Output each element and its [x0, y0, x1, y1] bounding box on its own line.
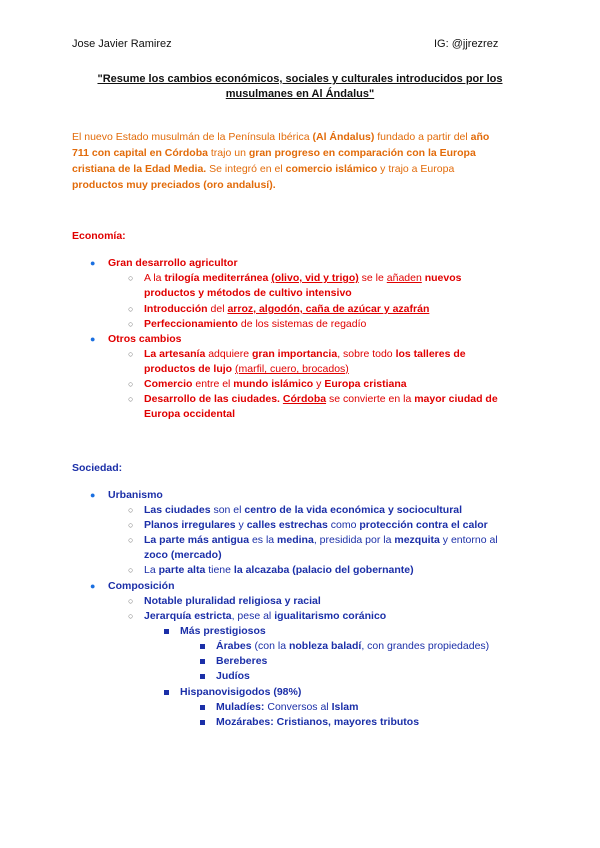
list-item — [144, 302, 429, 317]
item-text: La artesanía — [144, 348, 206, 360]
list-item-cont: productos y métodos de cultivo intensivo — [144, 287, 352, 299]
item-text: Planos irregulares — [144, 519, 236, 531]
item-text: centro de la vida económica y sociocultural — [244, 504, 463, 516]
item-text: del — [207, 303, 228, 315]
bullet-circle-icon: ○ — [128, 349, 134, 359]
item-text: mundo islámico — [233, 378, 314, 390]
item-text: nuevos — [421, 272, 462, 284]
item-text: Conversos al — [264, 701, 332, 713]
item-text: tiene — [205, 564, 234, 576]
item-text: y — [313, 378, 325, 390]
bullet-square-icon — [200, 705, 205, 710]
item-text: Introducción — [144, 303, 208, 315]
item-text: medina — [277, 534, 314, 546]
item-text: Europa cristiana — [324, 378, 407, 390]
item-text: entre el — [192, 378, 234, 390]
bullet-circle-icon: ○ — [128, 394, 134, 404]
intro-paragraph — [72, 129, 530, 193]
list-item — [144, 518, 488, 533]
bullet-circle-icon: ○ — [128, 505, 134, 515]
list-item-mas-prestigiosos: Más prestigiosos — [180, 625, 266, 637]
list-item-cont — [144, 362, 349, 377]
title-line-1: "Resume los cambios económicos, sociales y culturales introducidos por los — [97, 73, 503, 85]
list-item — [144, 503, 462, 518]
intro-text: Se integró en el — [206, 163, 286, 175]
item-text: Perfeccionamiento — [144, 318, 238, 330]
bullet-square-icon — [164, 690, 169, 695]
item-text: productos de lujo — [144, 363, 233, 375]
list-item-urbanismo: Urbanismo — [108, 489, 163, 501]
item-text: Islam — [331, 701, 359, 713]
item-text: mayor ciudad de — [414, 393, 498, 405]
list-item-agri: Gran desarrollo agricultor — [108, 257, 238, 269]
list-item-cont: zoco (mercado) — [144, 549, 222, 561]
intro-text: 711 con capital en Córdoba — [72, 147, 208, 159]
page-title — [80, 72, 520, 102]
item-text: como — [327, 519, 360, 531]
item-text: es la — [249, 534, 278, 546]
item-text: nobleza baladí — [288, 640, 362, 652]
item-text: , pese al — [231, 610, 275, 622]
list-item — [144, 609, 386, 624]
bullet-circle-icon: ○ — [128, 535, 134, 545]
intro-text: El nuevo Estado musulmán de la Península Ibérica — [72, 131, 313, 143]
bullet-dot-icon: ● — [90, 490, 96, 500]
section-heading-sociedad: Sociedad: — [72, 462, 123, 474]
intro-text: (Al Ándalus) — [312, 131, 375, 143]
bullet-square-icon — [200, 720, 205, 725]
item-text: calles estrechas — [246, 519, 328, 531]
intro-text: y trajo a Europa — [377, 163, 455, 175]
item-text: añaden — [386, 272, 422, 284]
item-text: y — [235, 519, 247, 531]
section-heading-economia: Economía: — [72, 230, 126, 242]
list-item — [144, 317, 366, 332]
title-line-2: musulmanes en Al Ándalus" — [225, 88, 375, 100]
item-text: se le — [358, 272, 387, 284]
item-text: y entorno al — [439, 534, 498, 546]
list-item — [144, 271, 462, 286]
list-item — [144, 563, 414, 578]
item-text: se convierte en la — [326, 393, 415, 405]
bullet-square-icon — [200, 659, 205, 664]
intro-text: cristiana de la Edad Media. — [72, 163, 207, 175]
bullet-dot-icon: ● — [90, 334, 96, 344]
intro-text: productos muy preciados (oro andalusí). — [72, 179, 276, 191]
intro-text: trajo un — [207, 147, 249, 159]
bullet-square-icon — [164, 629, 169, 634]
item-text: Córdoba — [282, 393, 327, 405]
intro-text: comercio islámico — [285, 163, 378, 175]
intro-text: fundado a partir del — [374, 131, 471, 143]
item-text: la alcazaba (palacio del gobernante) — [233, 564, 414, 576]
list-item-composicion: Composición — [108, 580, 175, 592]
item-text: , con grandes propiedades) — [361, 640, 490, 652]
list-item: Notable pluralidad religiosa y racial — [144, 595, 321, 607]
bullet-dot-icon: ● — [90, 258, 96, 268]
item-text: igualitarismo coránico — [274, 610, 387, 622]
list-item: Judíos — [216, 670, 250, 682]
bullet-square-icon — [200, 674, 205, 679]
item-text: parte alta — [158, 564, 206, 576]
item-text: Desarrollo de las ciudades. — [144, 393, 280, 405]
bullet-circle-icon: ○ — [128, 520, 134, 530]
item-text: (con la — [251, 640, 289, 652]
bullet-circle-icon: ○ — [128, 304, 134, 314]
item-text: A la — [144, 272, 165, 284]
item-text: adquiere — [205, 348, 252, 360]
list-item — [216, 700, 358, 715]
bullet-square-icon — [200, 644, 205, 649]
list-item — [216, 639, 489, 654]
bullet-circle-icon: ○ — [128, 611, 134, 621]
list-item-otros: Otros cambios — [108, 333, 182, 345]
header-author: Jose Javier Ramirez — [72, 38, 172, 50]
item-text: arroz, algodón, caña de azúcar y azafrán — [227, 303, 430, 315]
bullet-circle-icon: ○ — [128, 596, 134, 606]
list-item-cont: Europa occidental — [144, 408, 236, 420]
list-item — [144, 533, 498, 548]
item-text: Muladíes: — [216, 701, 265, 713]
bullet-circle-icon: ○ — [128, 273, 134, 283]
list-item — [144, 347, 466, 362]
item-text: gran importancia — [252, 348, 338, 360]
item-text: La parte más antigua — [144, 534, 250, 546]
item-text: (marfil, cuero, brocados) — [235, 363, 349, 375]
intro-text: gran progreso en comparación con la Europa — [248, 147, 476, 159]
item-text: los talleres de — [395, 348, 466, 360]
item-text: trilogía mediterránea — [164, 272, 269, 284]
item-text: de los sistemas de regadío — [237, 318, 367, 330]
list-item — [144, 392, 498, 407]
item-text: , presidida por la — [313, 534, 395, 546]
bullet-circle-icon: ○ — [128, 379, 134, 389]
bullet-dot-icon: ● — [90, 581, 96, 591]
list-item — [144, 377, 407, 392]
item-text: protección contra el calor — [359, 519, 488, 531]
intro-text: año — [470, 131, 490, 143]
list-item: Mozárabes: Cristianos, mayores tributos — [216, 716, 420, 728]
list-item: Bereberes — [216, 655, 268, 667]
item-text: Comercio — [144, 378, 193, 390]
item-text: Árabes — [216, 640, 252, 652]
item-text: (olivo, vid y trigo) — [271, 272, 359, 284]
list-item-hispanovisigodos: Hispanovisigodos (98%) — [180, 686, 302, 698]
item-text: Las ciudades — [144, 504, 211, 516]
item-text: , sobre todo — [337, 348, 396, 360]
item-text: son el — [210, 504, 245, 516]
item-text: La — [144, 564, 159, 576]
bullet-circle-icon: ○ — [128, 565, 134, 575]
bullet-circle-icon: ○ — [128, 319, 134, 329]
item-text: Jerarquía estricta — [144, 610, 232, 622]
item-text: mezquita — [394, 534, 440, 546]
header-handle: IG: @jjrezrez — [434, 38, 499, 50]
